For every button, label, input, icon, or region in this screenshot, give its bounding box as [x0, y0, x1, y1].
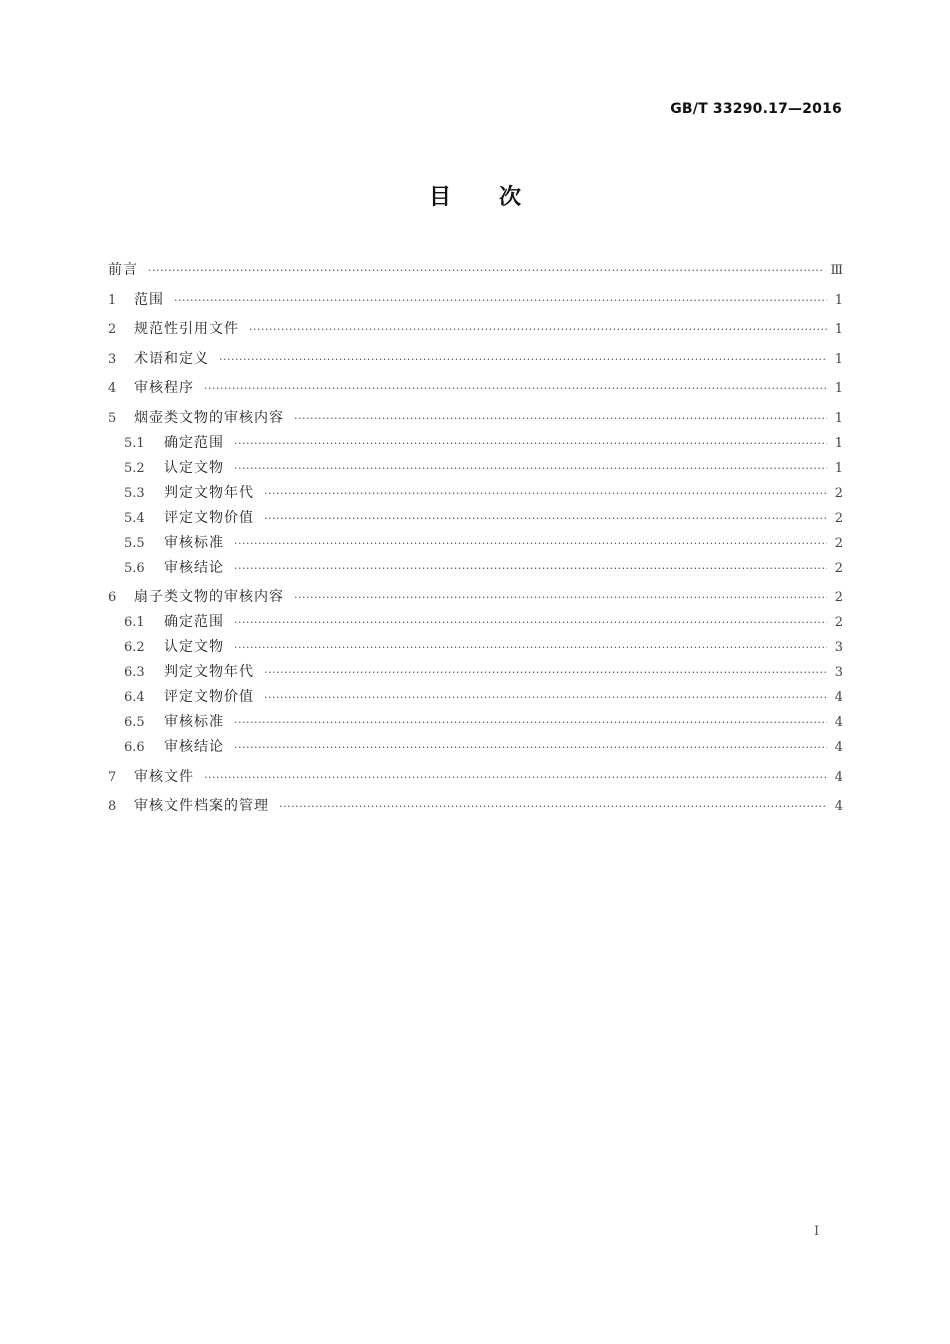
toc-entry[interactable]: [108, 796, 843, 826]
toc-entry-label: 评定文物价值: [164, 689, 254, 705]
toc-leader-dots: [204, 379, 827, 399]
toc-entry-label: 审核程序: [134, 380, 194, 396]
toc-subentry[interactable]: [108, 662, 843, 687]
toc-entry[interactable]: [108, 767, 843, 797]
toc-subentry[interactable]: [108, 433, 843, 458]
toc-entry-page: 4: [834, 769, 843, 785]
toc-entry-label: 审核结论: [164, 739, 224, 755]
toc-entry-page: Ⅲ: [830, 263, 843, 278]
toc-leader-dots: [234, 434, 827, 454]
toc-entry-number: 5.6: [124, 560, 145, 576]
toc-entry-label: 审核标准: [164, 714, 224, 730]
toc-leader-dots: [234, 713, 827, 733]
toc-subentry[interactable]: [108, 712, 843, 737]
toc-leader-dots: [148, 261, 824, 281]
page-number: I: [814, 1224, 820, 1239]
toc-entry-page: 1: [834, 435, 843, 451]
toc-entry-number: 6.6: [124, 740, 145, 755]
toc-entry[interactable]: [108, 349, 843, 379]
toc-subentry[interactable]: [108, 533, 843, 558]
toc-entry-number: 8: [108, 799, 117, 814]
toc-leader-dots: [234, 738, 827, 758]
toc-entry-label: 审核文件: [134, 768, 194, 785]
toc-entry-label: 前言: [108, 262, 138, 278]
toc-leader-dots: [234, 459, 827, 479]
toc-entry-number: 6.5: [124, 715, 145, 730]
toc-entry-number: 6: [108, 590, 117, 605]
toc-leader-dots: [234, 559, 827, 579]
toc-entry-label: 规范性引用文件: [134, 321, 239, 337]
toc-subentry[interactable]: [108, 458, 843, 483]
toc-leader-dots: [279, 797, 827, 817]
toc-entry-number: 5.1: [124, 435, 145, 451]
toc-entry-page: 2: [834, 560, 843, 576]
toc-leader-dots: [204, 768, 827, 788]
toc-subentry[interactable]: [108, 687, 843, 712]
toc-entry-label: 审核文件档案的管理: [134, 798, 269, 814]
toc-entry-page: 4: [834, 690, 843, 705]
toc-leader-dots: [264, 688, 827, 708]
toc-entry-page: 3: [834, 665, 843, 680]
toc-entry-label: 判定文物年代: [164, 484, 254, 501]
toc-entry-page: 1: [834, 292, 843, 308]
toc-entry-label: 审核结论: [164, 559, 224, 576]
toc-entry-number: 3: [108, 351, 117, 367]
toc-entry-page: 1: [834, 351, 843, 367]
toc-entry-label: 判定文物年代: [164, 664, 254, 680]
toc-entry-number: 2: [108, 322, 117, 337]
toc-leader-dots: [219, 350, 827, 370]
toc-entry[interactable]: [108, 587, 843, 612]
toc-subentry[interactable]: [108, 612, 843, 637]
toc-entry-number: 1: [108, 292, 117, 308]
toc-leader-dots: [249, 320, 827, 340]
toc-entry-label: 范围: [134, 291, 164, 308]
toc-leader-dots: [234, 534, 827, 554]
toc-entry-number: 4: [108, 381, 117, 396]
toc-leader-dots: [294, 588, 827, 608]
toc-entry-page: 2: [834, 535, 843, 551]
toc-entry-number: 6.1: [124, 615, 145, 630]
toc-entry-number: 5.2: [124, 460, 145, 476]
toc-entry[interactable]: [108, 408, 843, 433]
toc-leader-dots: [234, 638, 827, 658]
page-title: 目次: [428, 185, 569, 210]
toc-entry-page: 4: [834, 740, 843, 755]
toc-entry[interactable]: [108, 290, 843, 320]
toc-entry-page: 1: [834, 410, 843, 426]
toc-entry-page: 2: [834, 510, 843, 526]
toc-entry-page: 1: [834, 460, 843, 476]
toc-entry-label: 确定范围: [164, 434, 224, 451]
toc-entry-page: 2: [834, 590, 843, 605]
toc-subentry[interactable]: [108, 637, 843, 662]
toc-subentry[interactable]: [108, 508, 843, 533]
toc-entry-page: 2: [834, 485, 843, 501]
toc-entry-label: 评定文物价值: [164, 509, 254, 526]
toc-entry-number: 5.5: [124, 535, 145, 551]
toc-entry-label: 烟壶类文物的审核内容: [134, 409, 284, 426]
toc-entry-number: 6.2: [124, 640, 145, 655]
toc-leader-dots: [294, 409, 827, 429]
toc-leader-dots: [264, 509, 827, 529]
toc-entry-page: 4: [834, 799, 843, 814]
toc-leader-dots: [264, 484, 827, 504]
toc-leader-dots: [174, 291, 827, 311]
toc-entry-page: 3: [834, 640, 843, 655]
toc-entry-page: 1: [834, 381, 843, 396]
toc-entry-label: 术语和定义: [134, 350, 209, 367]
toc-entry-number: 6.3: [124, 665, 145, 680]
toc-entry-page: 4: [834, 715, 843, 730]
table-of-contents: [108, 260, 843, 826]
toc-entry-number: 5.4: [124, 510, 145, 526]
toc-entry-label: 审核标准: [164, 534, 224, 551]
toc-entry-page: 2: [834, 615, 843, 630]
toc-entry-number: 5: [108, 410, 117, 426]
toc-entry-number: 7: [108, 769, 117, 785]
toc-entry-page: 1: [834, 322, 843, 337]
toc-leader-dots: [234, 613, 827, 633]
standard-code: GB/T 33290.17—2016: [670, 101, 842, 117]
toc-entry-label: 确定范围: [164, 614, 224, 630]
toc-entry[interactable]: [108, 378, 843, 408]
toc-subentry[interactable]: [108, 558, 843, 588]
toc-subentry[interactable]: [108, 737, 843, 767]
toc-entry-number: 6.4: [124, 690, 145, 705]
toc-leader-dots: [264, 663, 827, 683]
toc-entry-label: 扇子类文物的审核内容: [134, 589, 284, 605]
toc-entry-foreword[interactable]: [108, 260, 843, 290]
toc-entry-number: 5.3: [124, 485, 145, 501]
toc-entry[interactable]: [108, 319, 843, 349]
toc-subentry[interactable]: [108, 483, 843, 508]
toc-entry-label: 认定文物: [164, 639, 224, 655]
toc-entry-label: 认定文物: [164, 459, 224, 476]
